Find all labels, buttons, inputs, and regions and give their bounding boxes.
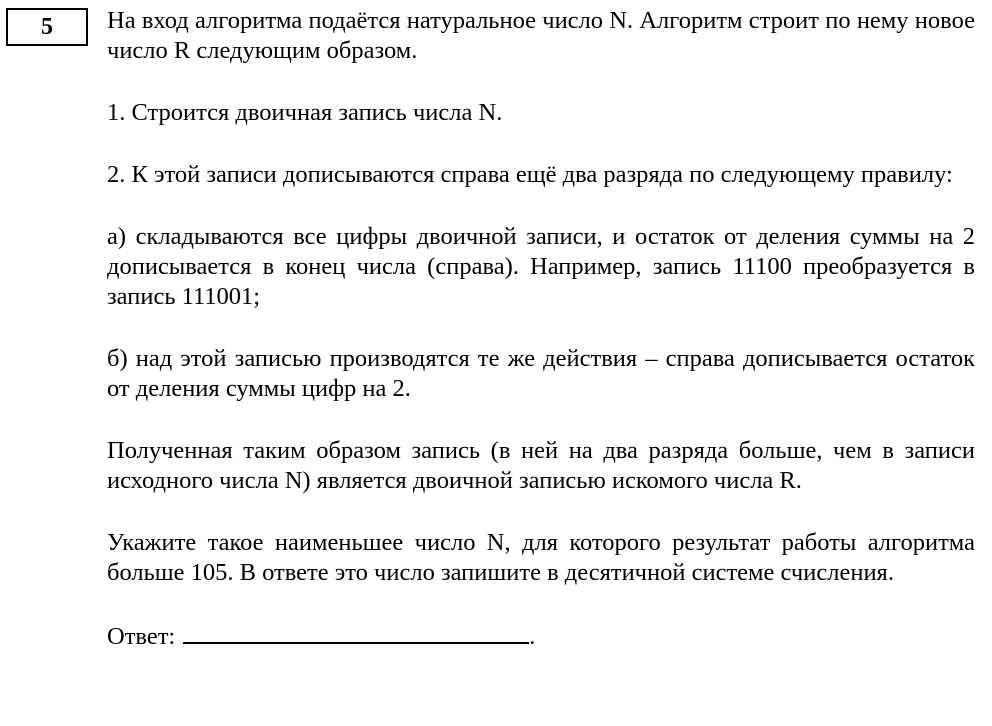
task-number-box: [6, 8, 88, 46]
answer-line: [107, 620, 975, 652]
paragraph-intro: На вход алгоритма подаётся натуральное число N. Алгоритм строит по нему новое число R следующим образом.: [107, 7, 975, 64]
paragraph-step-2b: б) над этой записью производятся те же действия – справа дописывается остаток от деления суммы цифр на 2.: [107, 345, 975, 402]
answer-end: .: [529, 623, 536, 650]
paragraph-question: Укажите такое наименьшее число N, для которого результат работы алгоритма больше 105. В ответе это число запишите в десятичной системе счисления.: [107, 529, 975, 586]
paragraph-step-2: 2. К этой записи дописываются справа ещё два разряда по следующему правилу:: [107, 161, 953, 188]
answer-label: Ответ:: [107, 623, 176, 650]
paragraph-step-1: 1. Строится двоичная запись числа N.: [107, 99, 503, 126]
answer-field[interactable]: [183, 620, 529, 644]
paragraph-step-2a: а) складываются все цифры двоичной записи, и остаток от деления суммы на 2 дописывается в конец числа (справа). Например, запись 11100 преобразуется в запись 111001;: [107, 223, 975, 310]
task-number: 5: [41, 13, 53, 40]
paragraph-result: Полученная таким образом запись (в ней на два разряда больше, чем в записи исходного числа N) является двоичной записью искомого числа R.: [107, 437, 975, 494]
task-text: [107, 6, 975, 652]
